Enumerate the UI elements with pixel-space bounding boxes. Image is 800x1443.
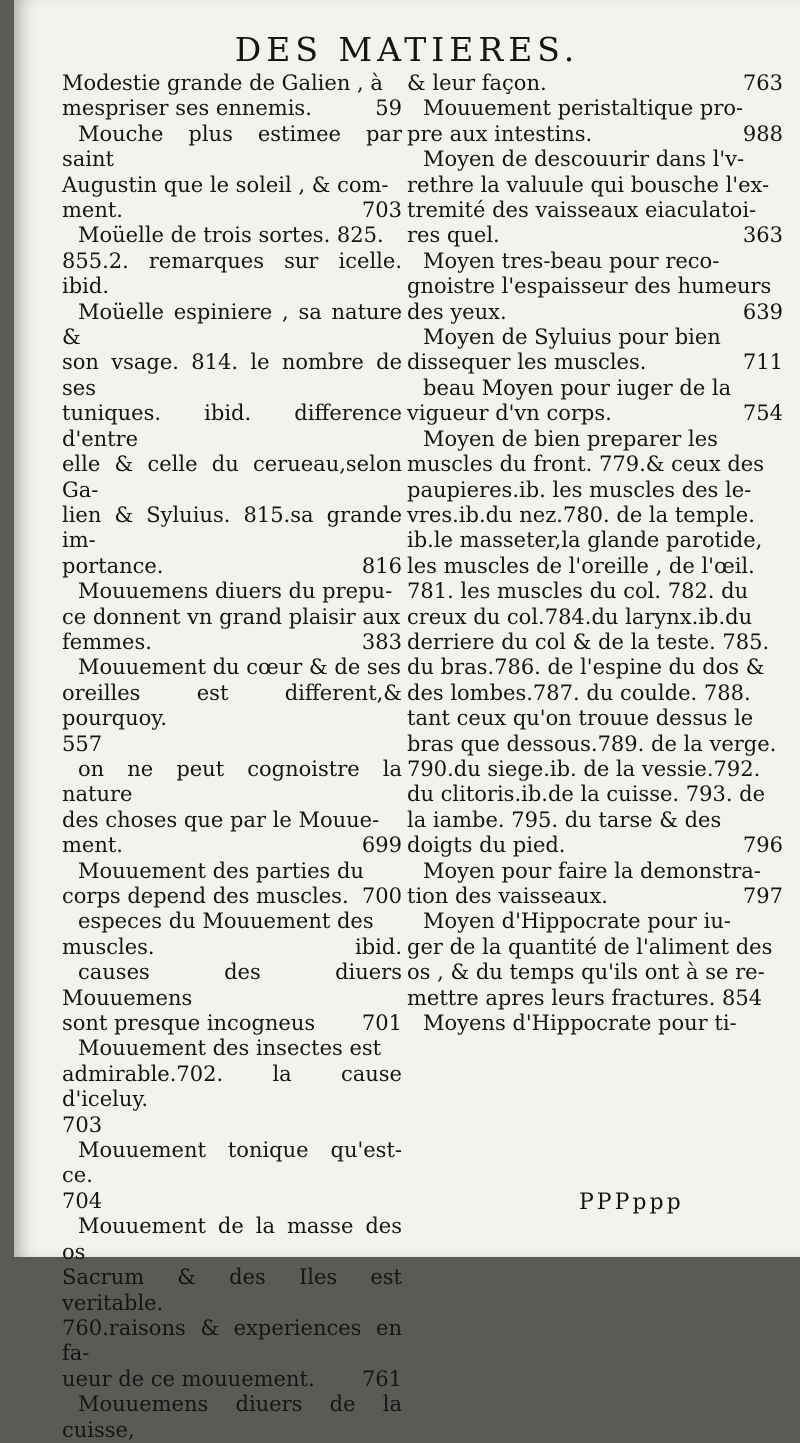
index-line [407,198,783,223]
index-line [407,782,783,807]
index-line-text: res quel. [407,223,500,248]
index-line [407,757,783,782]
index-line-text: ment. [62,833,123,858]
index-line-text: vres.ib.du nez.780. de la temple. [407,502,755,527]
index-line [62,833,402,858]
index-line-text: 704 [62,1188,103,1213]
index-line [407,1011,783,1036]
index-line-text: muscles. [62,934,155,959]
index-line [407,909,783,934]
index-line-text: ib.le masseter,la glande parotide, [407,528,763,553]
index-line-text: la iambe. 795. du tarse & des [407,807,722,832]
index-line-text: tremité des vaisseaux eiaculatoi- [407,198,757,223]
index-line-text: Moyen tres-beau pour reco- [423,248,720,273]
index-line-text: causes des diuers Mouuemens [62,960,402,1010]
index-line [407,478,783,503]
index-line [407,732,783,757]
index-line [407,986,783,1011]
index-line [62,579,402,604]
index-line [407,935,783,960]
index-line-text: tuniques. ibid. difference d'entre [62,401,402,451]
index-line [407,528,783,553]
index-line-text: doigts du pied. [407,833,566,858]
index-line [62,122,402,173]
index-line-text: os , & du temps qu'ils ont à se re- [407,960,765,985]
index-line [62,1189,402,1214]
index-line-text: son vsage. 814. le nombre de ses [62,350,402,400]
index-line-text: 781. les muscles du col. 782. du [407,579,749,604]
index-line-text: creux du col.784.du larynx.ib.du [407,604,753,629]
index-line-text: des choses que par le Mouue- [62,807,380,832]
index-line-text: Sacrum & des Iles est veritable. [62,1265,402,1315]
index-line [62,503,402,554]
index-line-text: Augustin que le soleil , & com- [62,172,389,197]
index-line [62,935,402,960]
index-line-text: 790.du siege.ib. de la vessie.792. [407,756,761,781]
index-line [62,808,402,833]
index-line [62,1367,402,1392]
page-reference: 754 [742,401,783,426]
index-line-text: Mouuemens diuers de la cuisse, [62,1392,402,1442]
index-line [407,274,783,299]
index-line [62,1392,402,1443]
page-reference: 700 [361,884,402,908]
index-line [62,1113,402,1138]
page-reference: 701 [361,1011,402,1036]
index-line [407,859,783,884]
index-line-text: Mouuement de la masse des os [62,1214,402,1264]
index-line [407,122,783,147]
index-line [407,630,783,655]
index-line [407,960,783,985]
index-column-left [62,71,402,1443]
index-line-text: portance. [62,553,164,578]
index-line [407,706,783,731]
index-line [62,401,402,452]
index-line-text: mespriser ses ennemis. [62,96,312,121]
index-line [62,300,402,351]
index-line [62,1138,402,1189]
page-reference: 988 [742,121,783,146]
index-line-text: bras que dessous.789. de la verge. [407,731,777,756]
index-line-text: Mouuement du cœur & de ses [78,655,401,680]
index-line [407,223,783,248]
index-line-text: dissequer les muscles. [407,350,647,375]
index-line-text: muscles du front. 779.& ceux des [407,452,764,477]
index-line-text: Moyen de Syluius pour bien [423,325,721,350]
index-line-text: Mouuemens diuers du prepu- [78,579,393,604]
index-line-text: du clitoris.ib.de la cuisse. 793. de [407,782,766,807]
index-line-text: beau Moyen pour iuger de la [423,375,732,400]
index-line-text: sont presque incogneus [62,1011,316,1036]
index-line [62,960,402,1011]
index-column-right [407,71,783,1036]
index-line-text: Mouuement tonique qu'est-ce. [62,1138,402,1188]
index-line [407,300,783,325]
index-line-text: Mouuement des parties du [78,858,364,883]
index-line [62,554,402,579]
index-line-text: vigueur d'vn corps. [407,401,612,426]
index-line [62,96,402,121]
index-line-text: Moyen pour faire la demonstra- [423,858,761,883]
index-line [407,147,783,172]
index-line-text: 557 [62,731,103,756]
index-line [62,732,402,757]
index-line [407,503,783,528]
index-line [407,96,783,121]
index-line [407,325,783,350]
index-line-text: Moüelle de trois sortes. 825. [78,223,384,248]
page-reference: 699 [361,833,402,858]
index-line-text: lien & Syluius. 815.sa grande im- [62,502,402,553]
index-line [407,401,783,426]
page-reference: 796 [742,833,783,858]
index-line-text: ce donnent vn grand plaisir aux [62,604,401,629]
index-line [407,376,783,401]
index-line-text: femmes. [62,629,152,654]
index-line [62,757,402,808]
index-line-text: Mouche plus estimee par saint [62,121,402,172]
index-line [62,1011,402,1036]
page-reference: 639 [742,299,783,324]
index-line-text: gnoistre l'espaisseur des humeurs [407,274,772,299]
index-line [62,1062,402,1113]
index-line-text: Moyen de descouurir dans l'v- [423,147,745,172]
index-line [62,223,402,248]
index-line-text: les muscles de l'oreille , de l'œil. [407,553,755,578]
index-line-text: Mouuement des insectes est [78,1036,382,1061]
index-line-text: Moyen de bien preparer les [423,426,718,451]
index-line [407,452,783,477]
index-line-text: Moyen d'Hippocrate pour iu- [423,909,731,934]
index-line [62,909,402,934]
index-line [62,630,402,655]
index-line-text: ueur de ce mouuement. [62,1366,315,1391]
index-line-text: Moyens d'Hippocrate pour ti- [423,1011,737,1036]
index-line [62,1036,402,1061]
index-line [407,884,783,909]
index-line-text: mettre apres leurs fractures. 854 [407,985,763,1010]
index-line [407,808,783,833]
page-header: DES MATIERES. [234,30,580,69]
index-line-text: rethre la valuule qui bousche l'ex- [407,172,770,197]
page-reference: 383 [361,629,402,654]
index-line-text: paupieres.ib. les muscles des le- [407,477,752,502]
index-line [407,173,783,198]
index-line-text: on ne peut cognoistre la nature [62,756,402,807]
index-line-text: Mouuement peristaltique pro- [423,96,744,121]
index-line-text: 703 [62,1112,103,1137]
index-line-text: derriere du col & de la teste. 785. [407,629,770,654]
catchword: PPPppp [579,1190,684,1215]
book-page [14,0,800,1442]
index-line-text: 855.2. remarques sur icelle. ibid. [62,248,402,299]
index-line [62,1265,402,1316]
index-line [62,884,402,909]
page-reference: ibid. [355,934,402,959]
index-line-text: Moüelle espiniere , sa nature & [62,299,402,350]
index-line-text: tant ceux qu'on trouue dessus le [407,706,754,731]
index-line [62,655,402,680]
page-reference: 703 [361,198,402,223]
index-line-text: pre aux intestins. [407,121,593,146]
page-reference: 761 [361,1366,402,1391]
index-line [407,681,783,706]
index-line [407,71,783,96]
page-reference: 797 [742,884,783,908]
index-line [62,859,402,884]
index-line-text: du bras.786. de l'espine du dos & [407,655,765,680]
index-line-text: des yeux. [407,299,507,324]
index-line [62,71,402,96]
index-line [62,681,402,732]
index-line-text: & leur façon. [407,71,547,95]
index-line-text: Modestie grande de Galien , à [62,71,383,95]
index-line [62,350,402,401]
index-line-text: des lombes.787. du coulde. 788. [407,680,751,705]
index-line-text: oreilles est different,& pourquoy. [62,680,402,731]
page-reference: 816 [361,553,402,578]
index-line [62,605,402,630]
index-line [62,452,402,503]
index-line-text: admirable.702. la cause d'iceluy. [62,1061,402,1112]
index-line-text: ment. [62,198,123,223]
index-line [407,249,783,274]
page-reference: 363 [742,223,783,248]
page-reference: 59 [375,96,402,121]
index-line-text: ger de la quantité de l'aliment des [407,934,773,959]
index-line [407,605,783,630]
index-line-text: tion des vaisseaux. [407,884,608,908]
index-line-text: corps depend des muscles. [62,884,349,908]
page-reference: 711 [742,350,783,375]
index-line [62,1214,402,1265]
index-line-text: especes du Mouuement des [78,909,374,934]
index-line [62,173,402,198]
index-line [407,655,783,680]
index-line [407,427,783,452]
index-line [407,350,783,375]
index-line [62,198,402,223]
index-line-text: elle & celle du cerueau,selon Ga- [62,452,402,502]
index-line [62,249,402,300]
index-line [407,554,783,579]
index-line [62,1316,402,1367]
index-line [407,579,783,604]
index-line [407,833,783,858]
page-reference: 763 [742,71,783,95]
index-line-text: 760.raisons & experiences en fa- [62,1315,402,1366]
